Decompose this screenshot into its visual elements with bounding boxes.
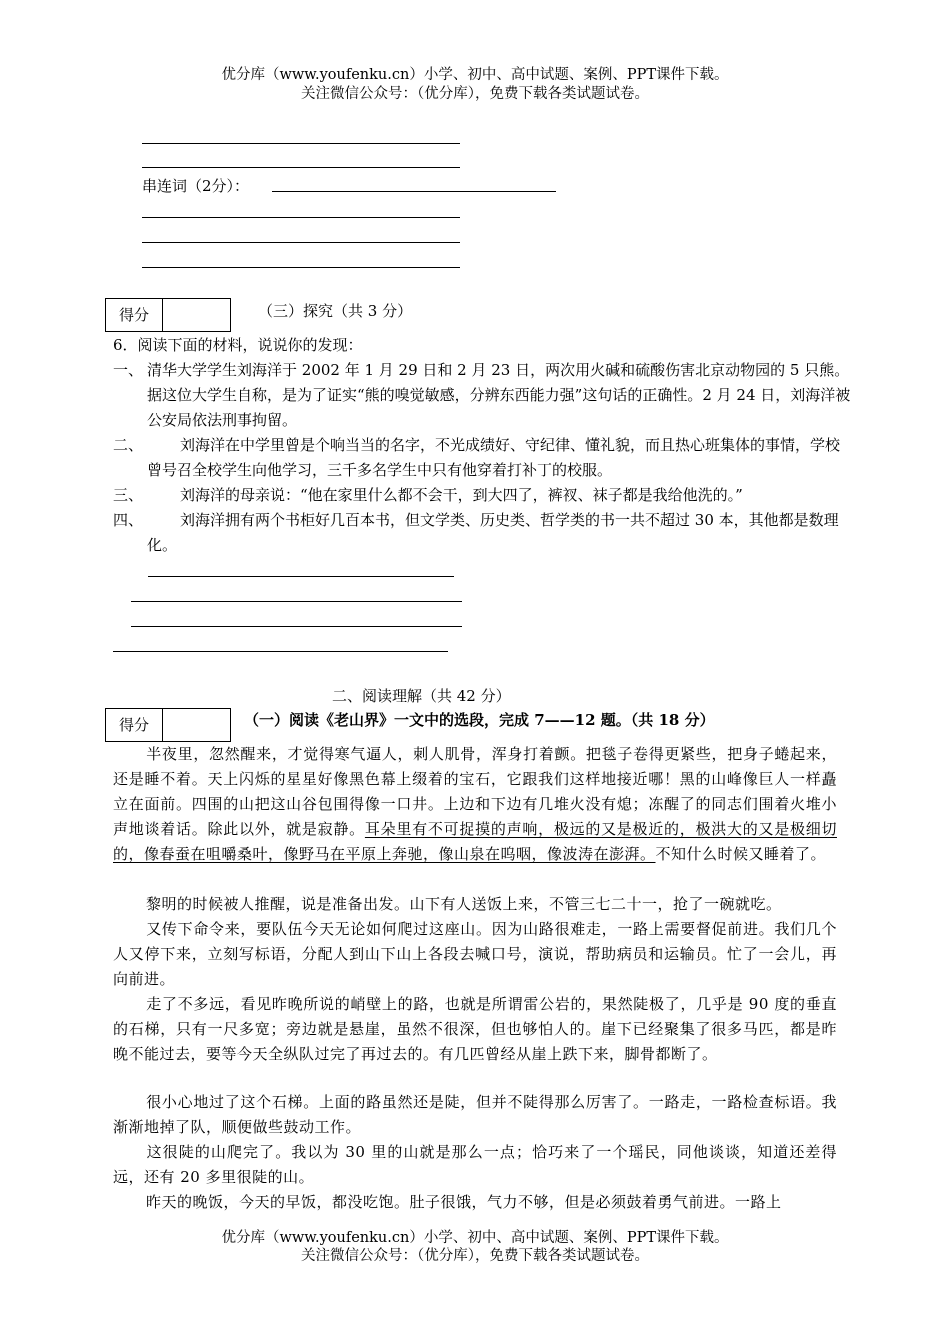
material-text: 刘海洋的母亲说：“他在家里什么都不会干，到大四了，裤衩、袜子都是我给他洗的。”	[180, 486, 743, 504]
material-item	[113, 483, 853, 508]
material-number: 三、	[113, 486, 144, 504]
score-box	[105, 298, 231, 332]
material-item	[113, 358, 853, 433]
answer-line[interactable]	[142, 242, 460, 243]
material-item	[113, 433, 853, 483]
header-wechat-line: 关注微信公众号：（优分库），免费下载各类试题试卷。	[301, 86, 649, 102]
part-2-title: 二、阅读理解（共 42 分）	[332, 687, 511, 705]
section-title-reading: （一）阅读《老山界》一文中的选段，完成 7——12 题。（共 18 分）	[244, 711, 715, 729]
underlined-sentence: 耳朵里有不可捉摸的声响，极远的又是极近的，极洪大的又是极细切的，像春蚕在咀嚼桑叶，像野马在平原上奔驰，像山泉在呜咽，像波涛在澎湃。	[113, 820, 837, 863]
score-field[interactable]	[163, 299, 230, 331]
passage-paragraph: 这很陡的山爬完了。我以为 30 里的山就是那么一点；恰巧来了一个瑶民，同他谈谈，知道还差得远，还有 20 多里很陡的山。	[113, 1143, 837, 1186]
header-site-line: 优分库（www.youfenku.cn）小学、初中、高中试题、案例、PPT课件下载。	[221, 67, 729, 83]
answer-line[interactable]	[142, 143, 460, 144]
material-text: 刘海洋在中学里曾是个响当当的名字，不光成绩好、守纪律、懂礼貌，而且热心班集体的事情，学校曾号召全校学生向他学习，三千多名学生中只有他穿着打补丁的校服。	[147, 436, 841, 479]
answer-line[interactable]	[113, 651, 448, 652]
score-label: 得分	[106, 299, 163, 331]
question-6-prompt: 6．阅读下面的材料，说说你的发现：	[113, 336, 363, 354]
score-field[interactable]	[163, 709, 230, 741]
material-text: 清华大学学生刘海洋于 2002 年 1 月 29 日和 2 月 23 日，两次用火碱和硫酸伤害北京动物园的 5 只熊。据这位大学生自称，是为了证实“熊的嗅觉敏感，分辨东西能力强”这句话的正确性。2 月 24 日，刘海洋被公安局依法刑事拘留。	[147, 361, 851, 429]
answer-line[interactable]	[131, 626, 462, 627]
answer-line[interactable]	[131, 601, 462, 602]
footer-wechat-line: 关注微信公众号：（优分库），免费下载各类试题试卷。	[301, 1248, 649, 1264]
passage-paragraph: 昨天的晚饭，今天的早饭，都没吃饱。肚子很饿，气力不够，但是必须鼓着勇气前进。一路上	[146, 1193, 782, 1211]
score-box	[105, 708, 231, 742]
passage-paragraph: 很小心地过了这个石梯。上面的路虽然还是陡，但并不陡得那么厉害了。一路走，一路检查标语。我渐渐地掉了队，顺便做些鼓动工作。	[113, 1093, 837, 1136]
footer-site-line: 优分库（www.youfenku.cn）小学、初中、高中试题、案例、PPT课件下载。	[221, 1230, 729, 1246]
material-number: 四、	[113, 511, 144, 529]
material-number: 二、	[113, 436, 144, 454]
connective-label: 串连词（2分）：	[142, 177, 250, 195]
passage-paragraph: 黎明的时候被人推醒，说是准备出发。山下有人送饭上来，不管三七二十一，抢了一碗就吃。	[146, 895, 782, 913]
material-text: 刘海洋拥有两个书柜好几百本书，但文学类、历史类、哲学类的书一共不超过 30 本，其他都是数理化。	[147, 511, 839, 554]
score-label: 得分	[106, 709, 163, 741]
answer-line[interactable]	[148, 576, 454, 577]
section-title-inquiry: （三）探究（共 3 分）	[258, 302, 413, 320]
material-item	[113, 508, 853, 558]
passage-paragraph: 半夜里，忽然醒来，才觉得寒气逼人，刺人肌骨，浑身打着颤。把毯子卷得更紧些，把身子蜷起来，还是睡不着。天上闪烁的星星好像黑色幕上缀着的宝石，它跟我们这样地接近哪！黑的山峰像巨人一样矗立在面前。四围的山把这山谷包围得像一口井。上边和下边有几堆火没有熄；冻醒了的同志们围着火堆小声地谈着话。除此以外，就是寂静。耳朵里有不可捉摸的声响，极远的又是极近的，极洪大的又是极细切的，像春蚕在咀嚼桑叶，像野马在平原上奔驰，像山泉在呜咽，像波涛在澎湃。不知什么时候又睡着了。	[113, 745, 837, 863]
passage-paragraph: 又传下命令来，要队伍今天无论如何爬过这座山。因为山路很难走，一路上需要督促前进。我们几个人又停下来，立刻写标语，分配人到山下山上各段去喊口号，演说，帮助病员和运输员。忙了一会儿，再向前进。	[113, 920, 837, 988]
answer-line[interactable]	[142, 217, 460, 218]
passage-paragraph: 走了不多远，看见昨晚所说的峭壁上的路，也就是所谓雷公岩的，果然陡极了，几乎是 90 度的垂直的石梯，只有一尺多宽；旁边就是悬崖，虽然不很深，但也够怕人的。崖下已经聚集了很多马匹，都是昨晚不能过去，要等今天全纵队过完了再过去的。有几匹曾经从崖上跌下来，脚骨都断了。	[113, 995, 837, 1063]
answer-line[interactable]	[142, 167, 460, 168]
connective-answer-line[interactable]	[272, 191, 556, 192]
material-number: 一、	[113, 361, 144, 379]
answer-line[interactable]	[142, 267, 460, 268]
